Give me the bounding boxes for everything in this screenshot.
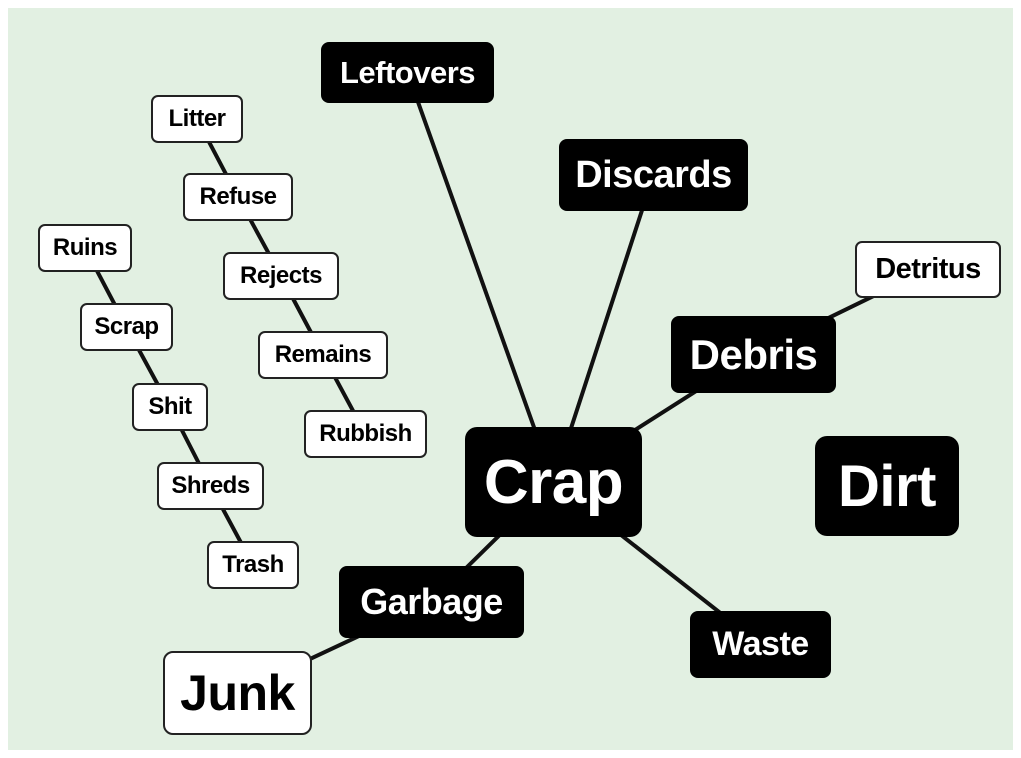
node-dirt: Dirt — [815, 436, 959, 536]
node-leftovers: Leftovers — [321, 42, 494, 103]
node-refuse: Refuse — [183, 173, 293, 221]
node-junk: Junk — [163, 651, 312, 735]
node-remains: Remains — [258, 331, 388, 379]
node-waste: Waste — [690, 611, 831, 678]
node-shit: Shit — [132, 383, 208, 431]
node-litter: Litter — [151, 95, 243, 143]
node-garbage: Garbage — [339, 566, 524, 638]
node-detritus: Detritus — [855, 241, 1001, 298]
node-trash: Trash — [207, 541, 299, 589]
node-scrap: Scrap — [80, 303, 173, 351]
node-ruins: Ruins — [38, 224, 132, 272]
node-discards: Discards — [559, 139, 748, 211]
node-rubbish: Rubbish — [304, 410, 427, 458]
node-rejects: Rejects — [223, 252, 339, 300]
node-shreds: Shreds — [157, 462, 264, 510]
connector-crap-leftovers — [408, 73, 554, 483]
node-debris: Debris — [671, 316, 836, 393]
node-crap: Crap — [465, 427, 642, 537]
